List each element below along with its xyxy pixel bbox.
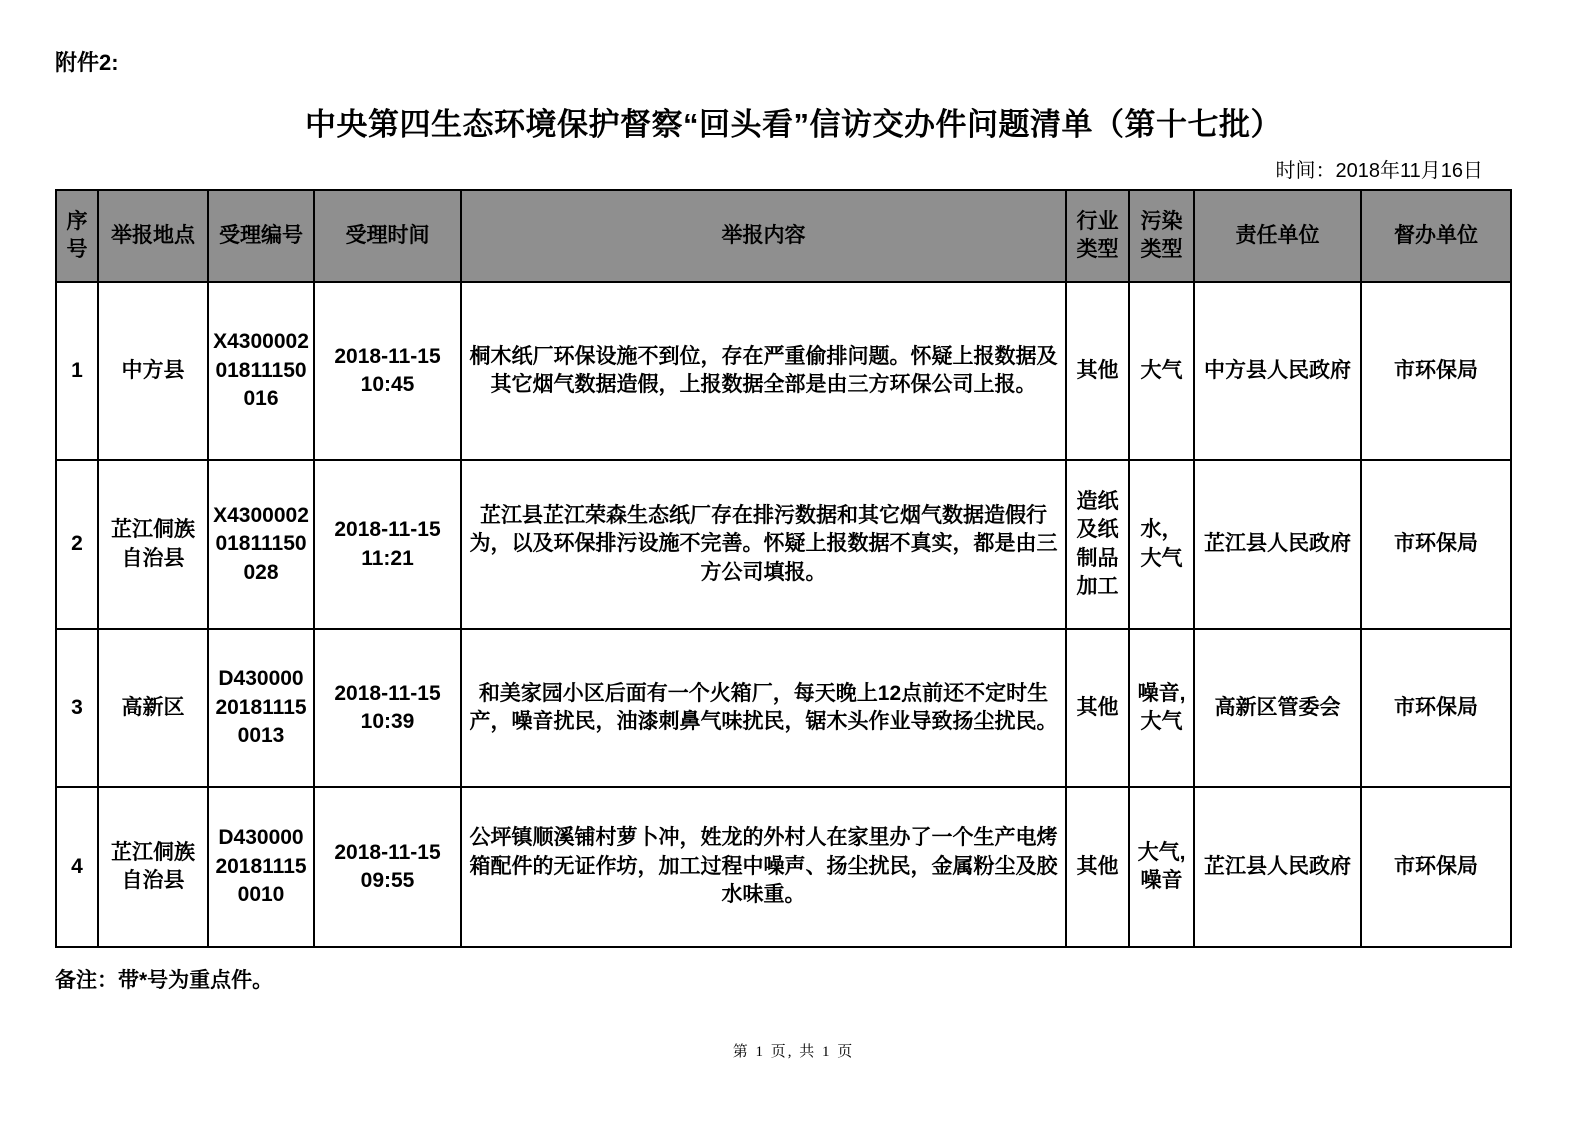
note-line: 备注：带*号为重点件。: [55, 969, 274, 992]
table-row: [56, 629, 1511, 787]
cell-case-no: D430000201811150013: [208, 629, 314, 787]
cell-pollution: 噪音,大气: [1129, 629, 1194, 787]
cell-time: 2018-11-15 10:39: [314, 629, 461, 787]
cell-time: 2018-11-15 11:21: [314, 460, 461, 629]
cell-case-no: D430000201811150010: [208, 787, 314, 947]
cell-location: 芷江侗族自治县: [98, 460, 208, 629]
cell-time: 2018-11-15 10:45: [314, 282, 461, 460]
cell-seq: 4: [56, 787, 98, 947]
cell-responsible: 芷江县人民政府: [1194, 787, 1361, 947]
col-header-industry: 行业类型: [1066, 190, 1129, 282]
table-row: [56, 460, 1511, 629]
page-footer: 第 1 页, 共 1 页: [732, 1044, 855, 1060]
cell-supervisor: 市环保局: [1361, 460, 1511, 629]
cell-location: 中方县: [98, 282, 208, 460]
cell-industry: 其他: [1066, 282, 1129, 460]
cell-industry: 其他: [1066, 787, 1129, 947]
cell-seq: 2: [56, 460, 98, 629]
table-row: [56, 282, 1511, 460]
cell-supervisor: 市环保局: [1361, 282, 1511, 460]
complaints-table: [55, 189, 1512, 948]
page-title: 中央第四生态环境保护督察“回头看”信访交办件问题清单（第十七批）: [305, 107, 1282, 142]
col-header-responsible: 责任单位: [1194, 190, 1361, 282]
cell-supervisor: 市环保局: [1361, 629, 1511, 787]
cell-content: 芷江县芷江荣森生态纸厂存在排污数据和其它烟气数据造假行为，以及环保排污设施不完善。怀疑上报数据不真实，都是由三方公司填报。: [461, 460, 1066, 629]
cell-pollution: 大气,噪音: [1129, 787, 1194, 947]
header-row: [56, 190, 1511, 282]
attachment-label: 附件2:: [55, 50, 119, 75]
col-header-supervisor: 督办单位: [1361, 190, 1511, 282]
col-header-content: 举报内容: [461, 190, 1066, 282]
col-header-time: 受理时间: [314, 190, 461, 282]
cell-seq: 3: [56, 629, 98, 787]
cell-industry: 造纸及纸制品加工: [1066, 460, 1129, 629]
cell-location: 芷江侗族自治县: [98, 787, 208, 947]
col-header-location: 举报地点: [98, 190, 208, 282]
table-row: [56, 787, 1511, 947]
cell-pollution: 大气: [1129, 282, 1194, 460]
cell-seq: 1: [56, 282, 98, 460]
col-header-case-no: 受理编号: [208, 190, 314, 282]
date-line: 时间：2018年11月16日: [1275, 160, 1483, 182]
cell-case-no: X430000201811150028: [208, 460, 314, 629]
cell-content: 桐木纸厂环保设施不到位，存在严重偷排问题。怀疑上报数据及其它烟气数据造假，上报数据全部是由三方环保公司上报。: [461, 282, 1066, 460]
cell-case-no: X430000201811150016: [208, 282, 314, 460]
cell-pollution: 水，大气: [1129, 460, 1194, 629]
cell-content: 公坪镇顺溪铺村萝卜冲，姓龙的外村人在家里办了一个生产电烤箱配件的无证作坊，加工过程中噪声、扬尘扰民，金属粉尘及胶水味重。: [461, 787, 1066, 947]
cell-industry: 其他: [1066, 629, 1129, 787]
col-header-pollution: 污染类型: [1129, 190, 1194, 282]
cell-responsible: 芷江县人民政府: [1194, 460, 1361, 629]
col-header-seq: 序号: [56, 190, 98, 282]
cell-responsible: 中方县人民政府: [1194, 282, 1361, 460]
cell-location: 高新区: [98, 629, 208, 787]
cell-responsible: 高新区管委会: [1194, 629, 1361, 787]
cell-time: 2018-11-15 09:55: [314, 787, 461, 947]
cell-supervisor: 市环保局: [1361, 787, 1511, 947]
cell-content: 和美家园小区后面有一个火箱厂，每天晚上12点前还不定时生产，噪音扰民，油漆刺鼻气味扰民，锯木头作业导致扬尘扰民。: [461, 629, 1066, 787]
